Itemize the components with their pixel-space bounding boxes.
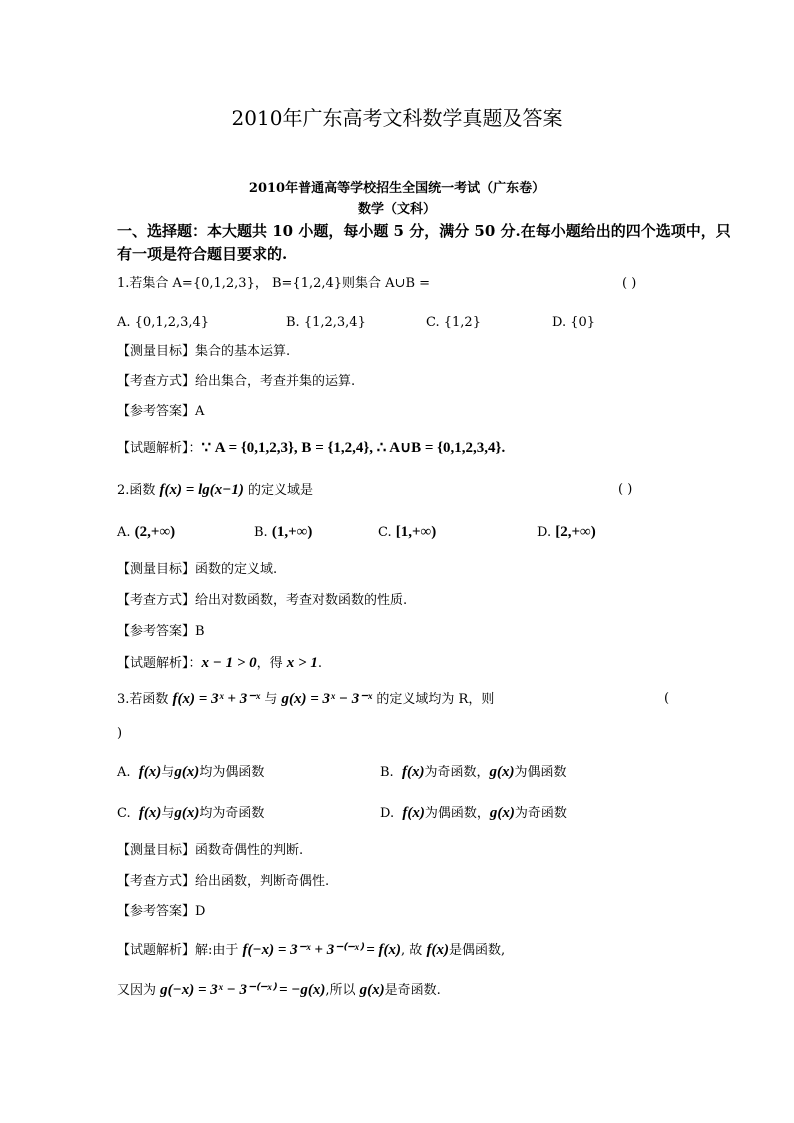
q2-target: 【测量目标】函数的定义域. (117, 562, 278, 577)
q3-bracket-close: ) (117, 726, 123, 741)
option-text: 均为奇函数 (199, 806, 265, 821)
document-title: 2010年广东高考文科数学真题及答案 (231, 106, 563, 130)
q3-stem-text: 3.若函数 (117, 692, 173, 707)
option-label: D. (537, 525, 556, 540)
q2-stem (117, 481, 313, 500)
q1-answer: 【参考答案】A (117, 404, 205, 419)
q3-stem (117, 690, 494, 709)
analysis-math: g(x) (359, 982, 385, 998)
option-value: (1,+∞) (271, 524, 313, 540)
q1-option-c: C. {1,2} (426, 315, 481, 330)
option-value: (2,+∞) (134, 524, 176, 540)
q2-answer: 【参考答案】B (117, 624, 205, 639)
option-math: g(x) (174, 764, 200, 780)
q3-bracket-open: ( (664, 691, 670, 706)
q3-option-d (380, 804, 567, 823)
q3-stem-text: 与 (260, 692, 282, 707)
analysis-text: 又因为 (117, 983, 161, 998)
q2-option-d (537, 523, 596, 542)
q2-analysis (117, 654, 322, 673)
analysis-text: 是奇函数. (384, 983, 441, 998)
analysis-math: x > 1 (286, 655, 318, 671)
exam-header: 2010年普通高等学校招生全国统一考试（广东卷） (248, 181, 546, 196)
option-math: g(x) (489, 764, 515, 780)
q3-g-formula: g(x) = 3ˣ − 3⁻ˣ (281, 691, 373, 707)
option-math: f(x) (138, 764, 162, 780)
q3-option-b (380, 763, 566, 782)
q2-option-a (117, 523, 175, 542)
q3-target: 【测量目标】函数奇偶性的判断. (117, 843, 304, 858)
option-label: A. (117, 525, 135, 540)
q1-option-d: D. {0} (552, 315, 596, 330)
q2-formula: f(x) = lg(x−1) (159, 482, 244, 498)
option-label: B. (254, 525, 272, 540)
q2-stem-text-end: 的定义域是 (243, 483, 313, 498)
option-math: f(x) (401, 764, 425, 780)
q2-method: 【考查方式】给出对数函数，考查对数函数的性质. (117, 593, 408, 608)
q3-method: 【考查方式】给出函数，判断奇偶性. (117, 874, 330, 889)
q2-option-b (254, 523, 312, 542)
analysis-math: f(−x) = 3⁻ˣ + 3⁻⁽⁻ˣ⁾ = f(x) (242, 942, 402, 958)
q1-option-a: A. {0,1,2,3,4} (117, 315, 210, 330)
exam-subject: 数学（文科） (357, 202, 436, 217)
option-text: 与 (161, 765, 175, 780)
q3-analysis-line1 (117, 941, 505, 960)
analysis-text: . (317, 656, 322, 671)
analysis-label: 【试题解析】： (117, 656, 202, 671)
q1-method: 【考查方式】给出集合，考查并集的运算. (117, 374, 356, 389)
section-instructions-cont: 有一项是符合题目要求的. (117, 245, 288, 263)
option-math: g(x) (489, 805, 515, 821)
analysis-text: 是偶函数, (448, 943, 506, 958)
analysis-text: 【试题解析】解:由于 (117, 943, 243, 958)
option-label: C. (117, 806, 131, 821)
option-label: B. (380, 765, 394, 780)
analysis-text: , 故 (401, 943, 427, 958)
analysis-text: ，得 (256, 656, 287, 671)
q3-option-a (117, 763, 264, 782)
option-text: 与 (161, 806, 175, 821)
option-text: 为奇函数 (514, 806, 567, 821)
option-value: [1,+∞) (395, 524, 437, 540)
option-label: D. (380, 806, 395, 821)
option-math: f(x) (138, 805, 162, 821)
option-text: 为偶函数， (424, 806, 490, 821)
q3-option-c (117, 804, 264, 823)
analysis-text: ,所以 (325, 983, 360, 998)
q2-option-c (378, 523, 436, 542)
q1-answer-bracket: ( ) (622, 276, 637, 291)
q1-analysis (117, 439, 505, 458)
q3-f-formula: f(x) = 3ˣ + 3⁻ˣ (172, 691, 261, 707)
analysis-math: x − 1 > 0 (201, 655, 257, 671)
analysis-math: g(−x) = 3ˣ − 3⁻⁽⁻ˣ⁾ = −g(x) (160, 982, 326, 998)
q3-stem-text-end: 的定义域均为 R，则 (372, 692, 495, 707)
analysis-label: 【试题解析】： (117, 441, 202, 456)
q2-stem-text: 2.函数 (117, 483, 160, 498)
option-text: 为奇函数， (424, 765, 490, 780)
q3-answer: 【参考答案】D (117, 904, 206, 919)
option-label: A. (117, 765, 131, 780)
q1-option-b: B. {1,2,3,4} (286, 315, 366, 330)
section-instructions: 一、选择题：本大题共 10 小题，每小题 5 分，满分 50 分.在每小题给出的四个选项中，只 (117, 222, 731, 240)
q1-stem: 1.若集合 A={0,1,2,3}， B={1,2,4}则集合 A∪B = (117, 276, 431, 291)
q1-target: 【测量目标】集合的基本运算. (117, 344, 291, 359)
analysis-math: f(x) (426, 942, 449, 958)
option-text: 为偶函数 (514, 765, 567, 780)
option-label: C. (378, 525, 396, 540)
option-math: f(x) (402, 805, 425, 821)
option-math: g(x) (174, 805, 200, 821)
option-text: 均为偶函数 (199, 765, 265, 780)
option-value: [2,+∞) (555, 524, 596, 540)
analysis-math: ∵ A = {0,1,2,3}, B = {1,2,4}, ∴ A∪B = {0,1,2,3,4}. (201, 440, 506, 456)
q2-answer-bracket: ( ) (618, 482, 633, 497)
q3-analysis-line2 (117, 981, 441, 1000)
